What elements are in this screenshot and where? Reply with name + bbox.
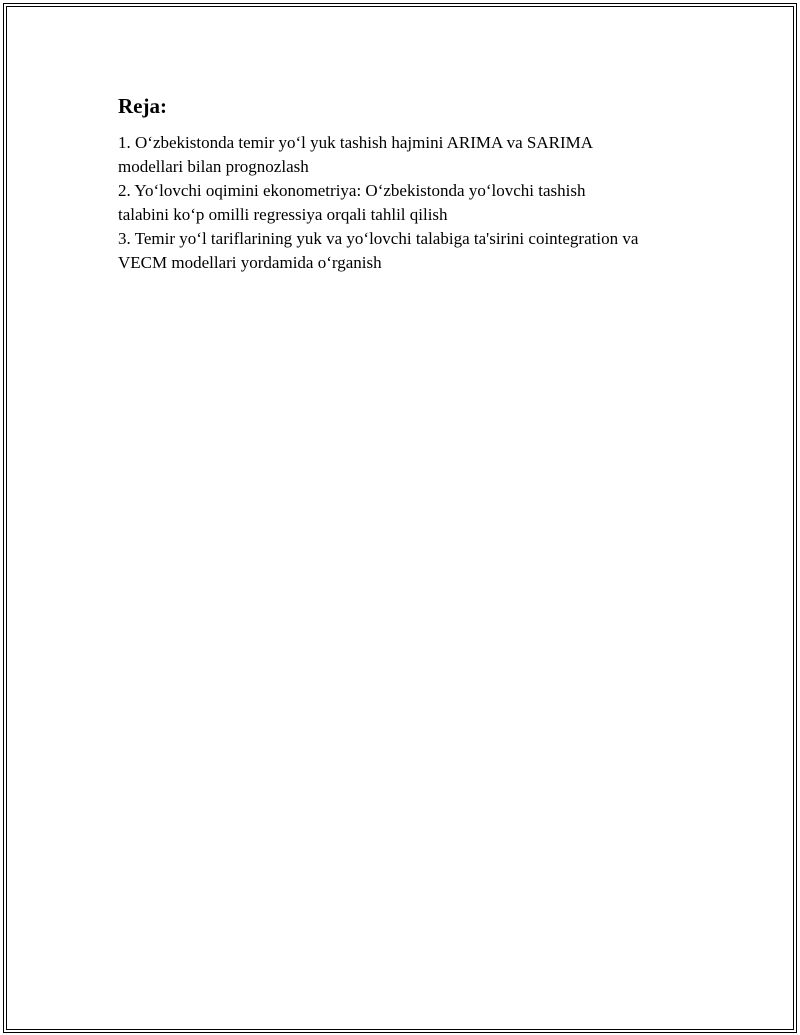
plan-item-2-line-2: talabini ko‘p omilli regressiya orqali tahlil qilish (118, 205, 448, 224)
plan-item-1-line-2: modellari bilan prognozlash (118, 157, 309, 176)
plan-item-2 (118, 179, 708, 227)
plan-heading: Reja: (118, 94, 167, 118)
plan-item-1 (118, 131, 708, 179)
plan-item-3-line-1: 3. Temir yo‘l tariflarining yuk va yo‘lovchi talabiga ta'sirini cointegration va (118, 229, 639, 248)
plan-list (118, 131, 708, 275)
plan-item-2-line-1: 2. Yo‘lovchi oqimini ekonometriya: O‘zbekistonda yo‘lovchi tashish (118, 181, 586, 200)
document-body (118, 93, 708, 275)
plan-item-3 (118, 227, 708, 275)
plan-item-3-line-2: VECM modellari yordamida o‘rganish (118, 253, 382, 272)
plan-item-1-line-1: 1. O‘zbekistonda temir yo‘l yuk tashish hajmini ARIMA va SARIMA (118, 133, 594, 152)
